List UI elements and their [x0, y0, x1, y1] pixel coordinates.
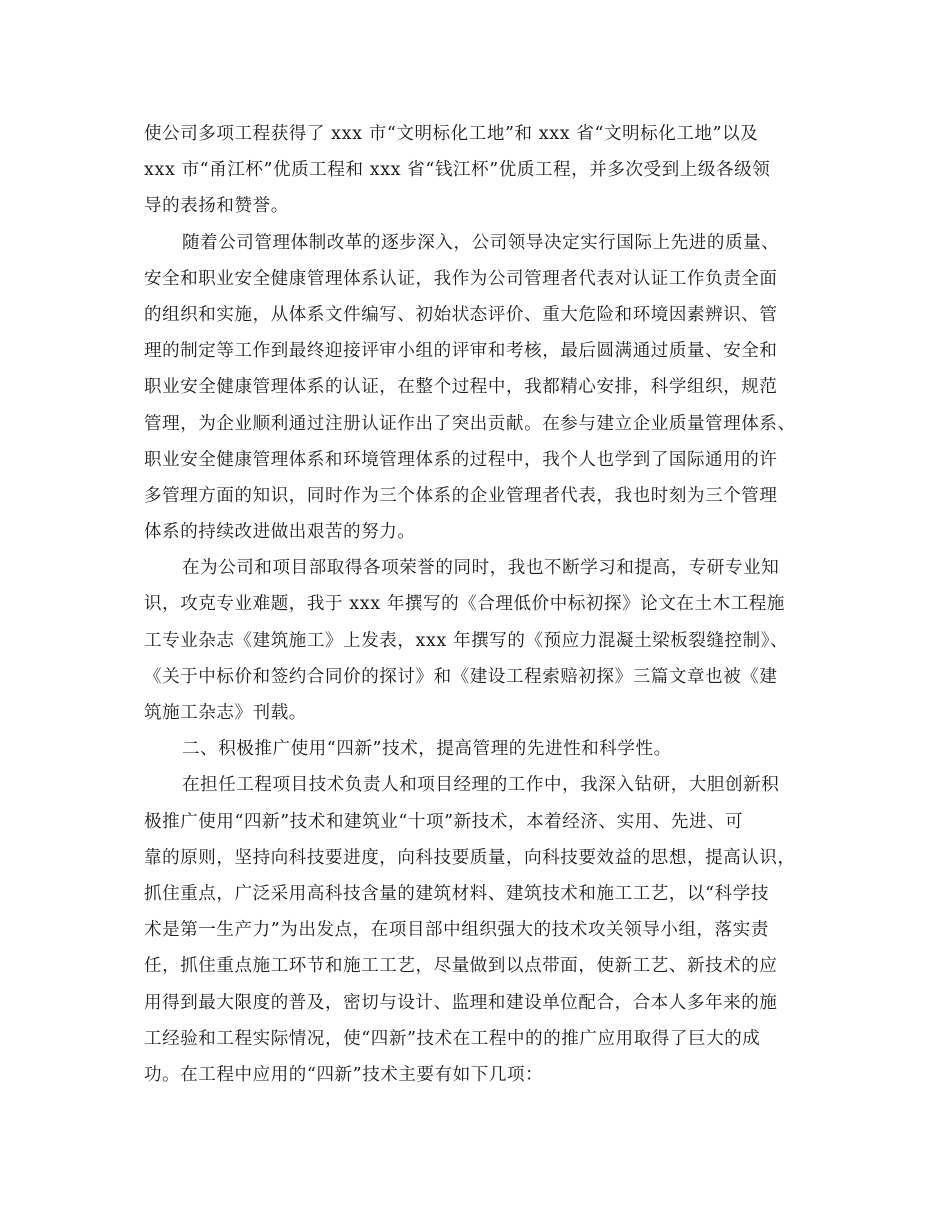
- paragraph-first-line: 在担任工程项目技术负责人和项目经理的工作中，我深入钻研，大胆创新积: [182, 775, 780, 796]
- paragraph-first-line: 二、积极推广使用“四新”技术，提高管理的先进性和科学性。: [182, 739, 672, 760]
- text-line: 极推广使用“四新”技术和建筑业“十项”新技术，本着经济、实用、先进、可: [144, 811, 744, 832]
- text-line: 多管理方面的知识，同时作为三个体系的企业管理者代表，我也时刻为三个管理: [144, 485, 778, 506]
- text-line: 用得到最大限度的普及，密切与设计、监理和建设单位配合，合本人多年来的施: [144, 992, 778, 1013]
- text-line: 职业安全健康管理体系和环境管理体系的过程中，我个人也学到了国际通用的许: [144, 449, 778, 470]
- paragraph-first-line: 随着公司管理体制改革的逐步深入，公司领导决定实行国际上先进的质量、: [182, 232, 780, 253]
- text-line: 理的制定等工作到最终迎接评审小组的评审和考核，最后圆满通过质量、安全和: [144, 341, 778, 362]
- text-line: 功。在工程中应用的“四新”技术主要有如下几项：: [144, 1064, 544, 1085]
- text-line: 导的表扬和赞誉。: [144, 196, 289, 217]
- text-line: 职业安全健康管理体系的认证，在整个过程中，我都精心安排，科学组织，规范: [144, 377, 778, 398]
- text-line: 的组织和实施，从体系文件编写、初始状态评价、重大危险和环境因素辨识、管: [144, 304, 778, 325]
- text-line: xxx 市“甬江杯”优质工程和 xxx 省“钱江杯”优质工程，并多次受到上级各级领: [144, 160, 771, 181]
- text-line: 靠的原则，坚持向科技要进度，向科技要质量，向科技要效益的思想，提高认识，: [144, 847, 796, 868]
- text-line: 管理，为企业顺利通过注册认证作出了突出贡献。在参与建立企业质量管理体系、: [144, 413, 796, 434]
- text-line: 工经验和工程实际情况，使“四新”技术在工程中的的推广应用取得了巨大的成: [144, 1028, 761, 1049]
- text-line: 使公司多项工程获得了 xxx 市“文明标化工地”和 xxx 省“文明标化工地”以及: [144, 124, 759, 144]
- text-line: 抓住重点，广泛采用高科技含量的建筑材料、建筑技术和施工工艺，以“科学技: [144, 883, 769, 904]
- text-line: 筑施工杂志》刊载。: [144, 703, 307, 723]
- paragraph-first-line: 在为公司和项目部取得各项荣誉的同时，我也不断学习和提高，专研专业知: [182, 558, 780, 579]
- text-line: 任，抓住重点施工环节和施工工艺，尽量做到以点带面，使新工艺、新技术的应: [144, 956, 778, 977]
- text-line: 识，攻克专业难题，我于 xxx 年撰写的《合理低价中标初探》论文在土木工程施: [144, 594, 786, 615]
- text-line: 术是第一生产力”为出发点，在项目部中组织强大的技术攻关领导小组，落实责: [144, 920, 769, 941]
- document-body: [144, 116, 824, 1093]
- text-line: 工专业杂志《建筑施工》上发表，xxx 年撰写的《预应力混凝土梁板裂缝控制》、: [144, 630, 789, 651]
- text-line: 《关于中标价和签约合同价的探讨》和《建设工程索赔初探》三篇文章也被《建: [144, 666, 778, 687]
- text-line: 体系的持续改进做出艰苦的努力。: [144, 522, 416, 543]
- text-line: 安全和职业安全健康管理体系认证，我作为公司管理者代表对认证工作负责全面: [144, 268, 778, 289]
